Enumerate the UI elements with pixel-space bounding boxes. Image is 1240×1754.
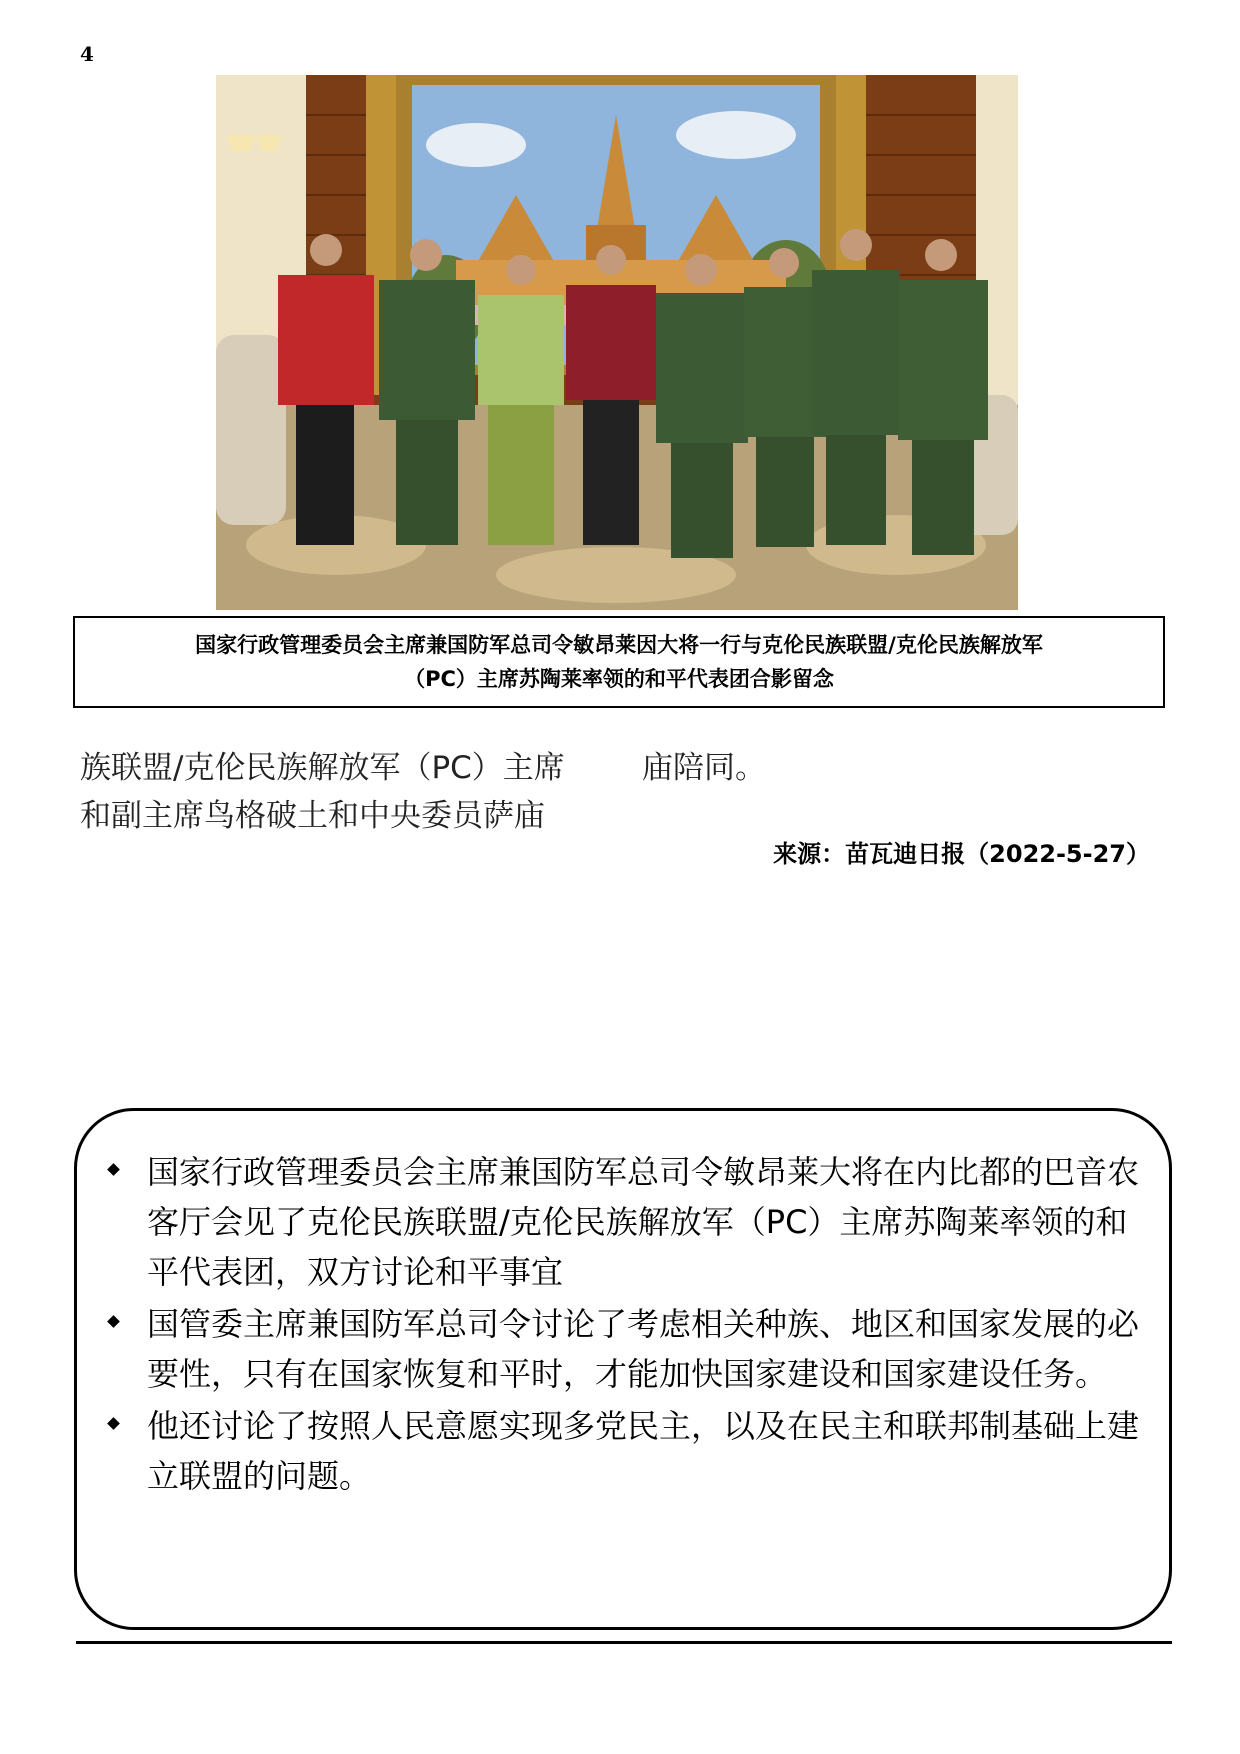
diamond-bullet-icon [107,1315,120,1328]
summary-item: 国管委主席兼国防军总司令讨论了考虑相关种族、地区和国家发展的必要性，只有在国家恢复和平时，才能加快国家建设和国家建设任务。 [107,1299,1139,1399]
article-line: 和副主席鸟格破土和中央委员萨庙 [80,798,545,834]
article-source: 来源：苗瓦迪日报（2022-5-27） [773,840,1150,868]
caption-line-2: （PC）主席苏陶莱率领的和平代表团合影留念 [404,667,834,691]
summary-box [74,1108,1172,1630]
diamond-bullet-icon [107,1417,120,1430]
group-photo [216,75,1018,610]
summary-list [107,1147,1139,1501]
article-column-right [642,744,766,792]
photo-caption [73,616,1165,708]
diamond-bullet-icon [107,1163,120,1176]
caption-line-1: 国家行政管理委员会主席兼国防军总司令敏昂莱因大将一行与克伦民族联盟/克伦民族解放军 [195,633,1043,657]
article-line: 庙陪同。 [642,750,766,786]
article-line: 族联盟/克伦民族解放军（PC）主席 [80,750,565,786]
article-column-left [80,744,565,840]
summary-item: 国家行政管理委员会主席兼国防军总司令敏昂莱大将在内比都的巴音农客厅会见了克伦民族联盟/克伦民族解放军（PC）主席苏陶莱率领的和平代表团，双方讨论和平事宜 [107,1147,1139,1297]
summary-item: 他还讨论了按照人民意愿实现多党民主，以及在民主和联邦制基础上建立联盟的问题。 [107,1401,1139,1501]
bottom-rule [76,1641,1172,1644]
page-number: 4 [80,42,94,66]
